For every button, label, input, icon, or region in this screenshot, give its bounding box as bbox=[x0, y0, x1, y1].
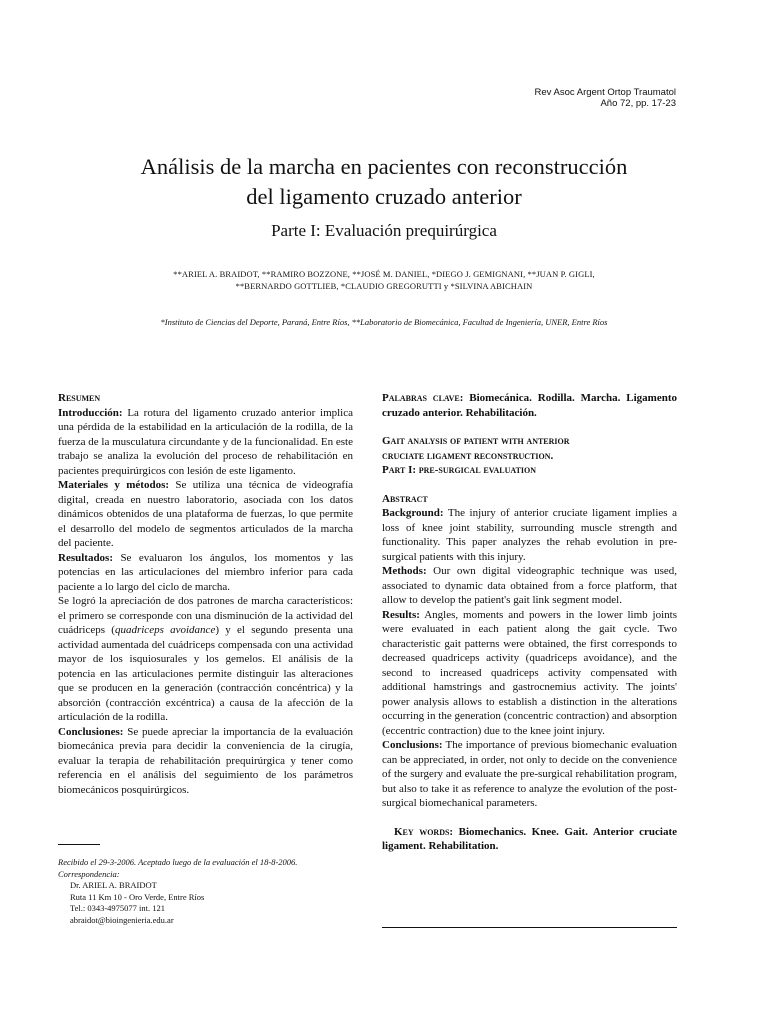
article-subtitle: Parte I: Evaluación prequirúrgica bbox=[271, 221, 497, 240]
footnote-divider bbox=[58, 844, 100, 845]
resumen-methods bbox=[58, 478, 353, 551]
intro-text: La rotura del ligamento cruzado anterior implica una pérdida de la estabilidad en la articulación de la rodilla, de la fuerza de la musculatura circundante y de la funcionalidad. En este trabajo se analiza la evolución del proceso de rehabilitación en pacientes prequirúrgicos con lesión de este ligamento. bbox=[58, 406, 353, 477]
conclusions-text: Se puede apreciar la importancia de la evaluación biomecánica previa para decidir la conveniencia de la cirugía, evaluar la terapia de rehabilitación prequirúrgica y tener como referencia en el análisis del seguimiento de los parámetros biomecánicos posquirúrgicos. bbox=[58, 725, 353, 796]
journal-citation bbox=[534, 87, 676, 109]
english-title-line-3: Part I: pre-surgical evaluation bbox=[382, 464, 537, 476]
abstract-methods-text: Our own digital videographic technique was used, associated to dynamic data obtained from a force platform, that allow to develop the patient's gait link segment model. bbox=[382, 565, 677, 606]
palabras-clave-label: Palabras clave: bbox=[382, 392, 464, 404]
methods-text: Se utiliza una técnica de videografía digital, creada en nuestro laboratorio, asociada con los datos dinámicos obtenidos de una plataforma de fuerzas, lo que permite el desarrollo del modelo de segmentos articulados de la marcha del paciente. bbox=[58, 479, 354, 549]
resumen-conclusions bbox=[58, 725, 353, 798]
conclusions-label: Conclusiones: bbox=[58, 725, 124, 738]
abstract-end-rule bbox=[382, 927, 677, 928]
abstract-background bbox=[382, 506, 677, 564]
abstract-heading: Abstract bbox=[382, 492, 428, 505]
abstract-column bbox=[382, 391, 677, 854]
results-p2-a: Se logró la apreciación de dos patrones de marcha característicos: el primero se corresponde con una disminución de la actividad del cuádriceps ( bbox=[58, 595, 353, 636]
author-list bbox=[60, 268, 708, 292]
results-label: Resultados: bbox=[58, 551, 114, 564]
abstract-results bbox=[382, 608, 677, 739]
palabras-clave bbox=[382, 391, 677, 420]
resumen-column bbox=[58, 391, 353, 797]
background-text: The injury of anterior cruciate ligament implies a loss of knee joint stability, surrounding muscle strength and functionality. This paper analyzes the rehab evolution in pre-surgical patients with this injury. bbox=[382, 507, 677, 563]
journal-name: Rev Asoc Argent Ortop Traumatol bbox=[534, 87, 676, 98]
palabras-clave-text: Biomecánica. Rodilla. Marcha. Ligamento cruzado anterior. Rehabilitación. bbox=[382, 392, 677, 419]
title-line-2: del ligamento cruzado anterior bbox=[246, 184, 522, 209]
intro-label: Introducción: bbox=[58, 406, 123, 419]
affiliations: *Instituto de Ciencias del Deporte, Paraná, Entre Ríos, **Laboratorio de Biomecánica, Facultad de Ingeniería, UNER, Entre Ríos bbox=[160, 317, 608, 327]
english-title-line-1: Gait analysis of patient with anterior bbox=[382, 435, 570, 447]
correspondence-phone: Tel.: 0343-4975077 int. 121 bbox=[70, 903, 166, 913]
article-title bbox=[60, 152, 708, 212]
results-p2-b: ) y el segundo presenta una actividad aumentada del cuádriceps compensada con una actividad mayor de los isquiosurales y los gemelos. El análisis de la potencia en las articulaciones permite distinguir las alteraciones que se producen en la generación (contracción concéntrica) y la absorción (contracción excéntrica) a causa de la afección de la articulación de la rodilla. bbox=[58, 624, 353, 723]
abstract-results-label: Results: bbox=[382, 608, 420, 621]
key-words-label: Key words: bbox=[394, 825, 454, 838]
background-label: Background: bbox=[382, 507, 444, 519]
resumen-results-continued bbox=[58, 594, 353, 725]
english-title-line-2: cruciate ligament reconstruction. bbox=[382, 449, 554, 462]
results-p2-italic: quadriceps avoidance bbox=[114, 624, 216, 636]
correspondence-footnote bbox=[58, 857, 358, 926]
title-line-1: Análisis de la marcha en pacientes con reconstrucción bbox=[140, 154, 628, 179]
resumen-introduction bbox=[58, 406, 353, 479]
abstract-conclusions-text: The importance of previous biomechanic evaluation can be appreciated, in order, not only to decide on the convenience of the surgery and evaluate the pre-surgical rehabilitation program, but also to take it as reference to analyze the evolution of the post-surgical biomechanical parameters. bbox=[382, 739, 677, 809]
correspondence-email: abraidot@bioingenieria.edu.ar bbox=[70, 914, 174, 925]
journal-year-pages: Año 72, pp. 17-23 bbox=[600, 98, 676, 109]
authors-line-1: **ARIEL A. BRAIDOT, **RAMIRO BOZZONE, **JOSÉ M. DANIEL, *DIEGO J. GEMIGNANI, **JUAN P. GIGLI, bbox=[173, 269, 595, 279]
english-title bbox=[382, 434, 677, 478]
abstract-results-text: Angles, moments and powers in the lower limb joints were evaluated in each patient along the gait cycle. Two characteristic gait patterns were obtained, the first corresponds to decreased quadriceps activity (quadriceps avoidance), and the second to increased quadriceps activity compensated with additional hamstrings and gastrocnemius activity. The joints' power analysis allows to establish a distinction in the alterations occurring in the generation (concentric contraction) and absorption (eccentric contraction) due to the knee joint injury. bbox=[382, 608, 677, 737]
key-words bbox=[382, 825, 677, 854]
correspondence-name: Dr. ARIEL A. BRAIDOT bbox=[70, 880, 157, 890]
abstract-conclusions-label: Conclusions: bbox=[382, 739, 443, 751]
abstract-methods-label: Methods: bbox=[382, 565, 427, 577]
abstract-methods bbox=[382, 564, 677, 608]
authors-line-2: **BERNARDO GOTTLIEB, *CLAUDIO GREGORUTTI y *SILVINA ABICHAIN bbox=[235, 281, 533, 291]
results-text: Se evaluaron los ángulos, los momentos y las potencias en las articulaciones del miembro inferior para cada paciente a lo largo del ciclo de marcha. bbox=[58, 551, 353, 593]
resumen-results bbox=[58, 551, 353, 595]
key-words-text: Biomechanics. Knee. Gait. Anterior cruciate ligament. Rehabilitation. bbox=[382, 825, 677, 852]
correspondence-label: Correspondencia: bbox=[58, 868, 120, 879]
methods-label: Materiales y métodos: bbox=[58, 479, 170, 491]
received-dates: Recibido el 29-3-2006. Aceptado luego de la evaluación el 18-8-2006. bbox=[58, 857, 298, 867]
abstract-conclusions bbox=[382, 738, 677, 811]
resumen-heading: Resumen bbox=[58, 392, 101, 404]
correspondence-address: Ruta 11 Km 10 - Oro Verde, Entre Ríos bbox=[70, 891, 205, 902]
